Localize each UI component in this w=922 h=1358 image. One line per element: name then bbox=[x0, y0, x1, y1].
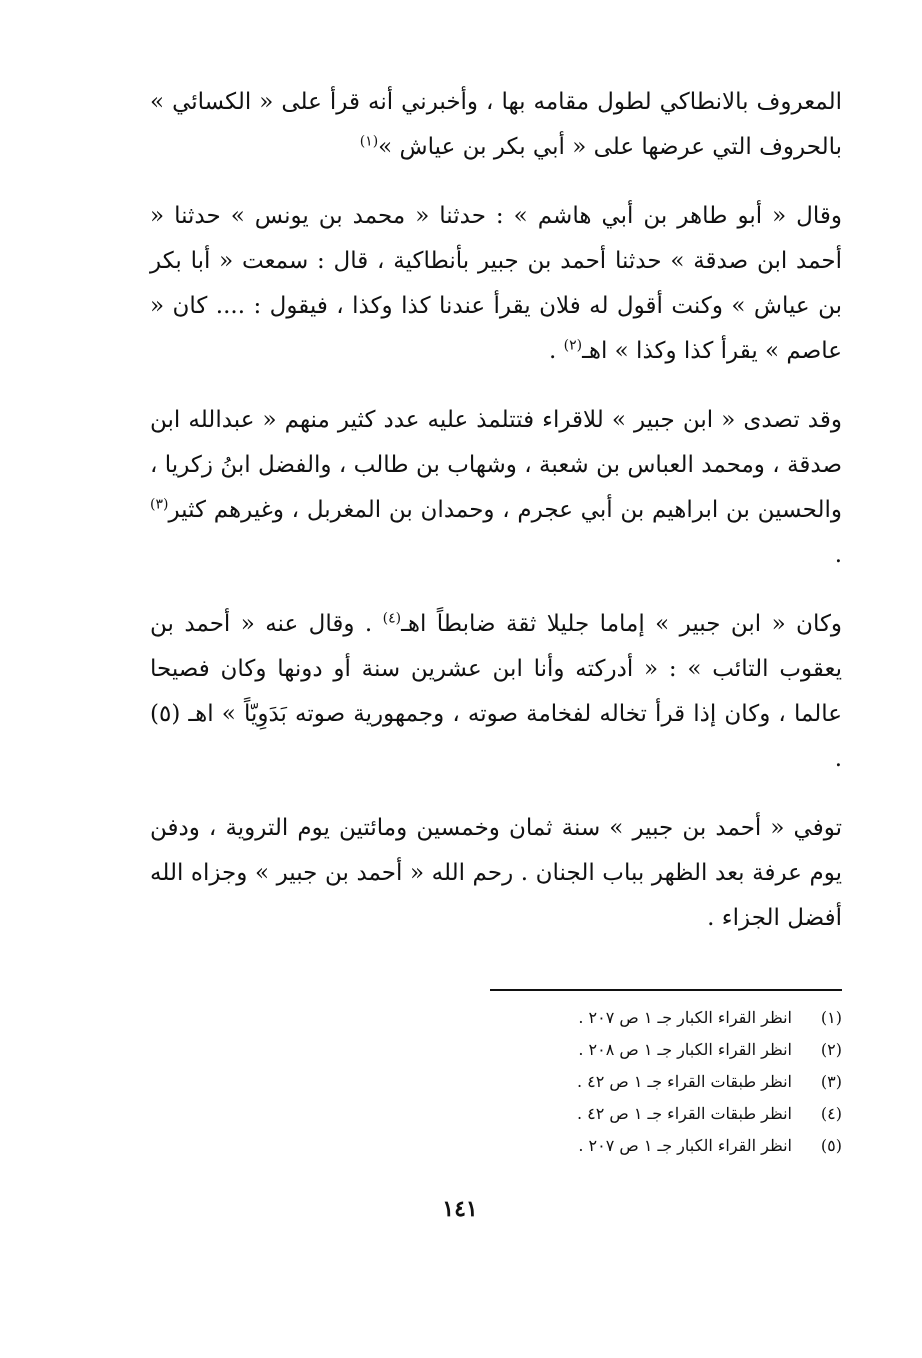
paragraph-5: توفي « أحمد بن جبير » سنة ثمان وخمسين ومائتين يوم التروية ، ودفن يوم عرفة بعد الظهر بباب الجنان . رحم الله « أحمد بن جبير » وجزاه الله أفضل الجزاء . bbox=[150, 815, 842, 931]
footnote-number: (٣) bbox=[820, 1072, 842, 1091]
footnote-text: انظر القراء الكبار جـ ١ ص ٢٠٨ . bbox=[578, 1040, 792, 1059]
page-number: ١٤١ bbox=[442, 1196, 478, 1222]
footnote-divider bbox=[490, 989, 842, 991]
footnote-number: (٤) bbox=[820, 1104, 842, 1123]
paragraph-2: وقال « أبو طاهر بن أبي هاشم » : حدثنا « محمد بن يونس » حدثنا « أحمد ابن صدقة » حدثنا أحمد بن جبير بأنطاكية ، قال : سمعت « أبا بكر بن عياش » وكنت أقول له فلان يقرأ عندنا كذا وكذا ، فيقول : .... كان « عاصم » يقرأ كذا وكذا » اهـ$^{(٢)}$ . bbox=[150, 203, 842, 364]
footnote-ref-2: (٢) bbox=[563, 337, 583, 354]
paragraph-4: وكان « ابن جبير » إماما جليلا ثقة ضابطاً اهـ$^{(٤)}$ . وقال عنه « أحمد بن يعقوب التائب » : « أدركته وأنا ابن عشرين سنة أو دونها وكان فصيحا عالما ، وكان إذا قرأ تخاله لفخامة صوته ، وجمهورية صوته بَدَوِيّاً » اهـ (٥) . bbox=[150, 610, 843, 772]
footnote-2 bbox=[490, 1034, 842, 1066]
footnote-text: انظر القراء الكبار جـ ١ ص ٢٠٧ . bbox=[578, 1008, 792, 1027]
footnote-number: (٢) bbox=[820, 1040, 842, 1059]
footnotes bbox=[490, 1002, 842, 1162]
footnote-number: (١) bbox=[820, 1008, 842, 1027]
footnote-ref-3: (٣) bbox=[150, 496, 169, 513]
footnote-text: انظر طبقات القراء جـ ١ ص ٤٢ . bbox=[576, 1072, 792, 1091]
footnote-text: انظر طبقات القراء جـ ١ ص ٤٢ . bbox=[576, 1104, 792, 1123]
footnote-ref-1: (١) bbox=[359, 133, 379, 150]
paragraph-3: وقد تصدى « ابن جبير » للاقراء فتتلمذ عليه عدد كثير منهم « عبدالله ابن صدقة ، ومحمد العباس بن شعبة ، وشهاب بن طالب ، والفضل ابنُ زكريا ، والحسين بن ابراهيم بن أبي عجرم ، وحمدان بن المغربل ، وغيرهم كثير$^{(٣)}$ . bbox=[150, 407, 842, 568]
footnote-3 bbox=[490, 1066, 842, 1098]
paragraph-1: المعروف بالانطاكي لطول مقامه بها ، وأخبرني أنه قرأ على « الكسائي » بالحروف التي عرضها على « أبي بكر بن عياش »$^{(١)}$ bbox=[150, 89, 842, 160]
footnote-ref-4: (٤) bbox=[382, 610, 402, 627]
footnote-1 bbox=[490, 1002, 842, 1034]
footnote-5 bbox=[490, 1130, 842, 1162]
main-text bbox=[150, 80, 842, 965]
footnote-4 bbox=[490, 1098, 842, 1130]
footnote-number: (٥) bbox=[820, 1136, 842, 1155]
footnote-text: انظر القراء الكبار جـ ١ ص ٢٠٧ . bbox=[578, 1136, 792, 1155]
